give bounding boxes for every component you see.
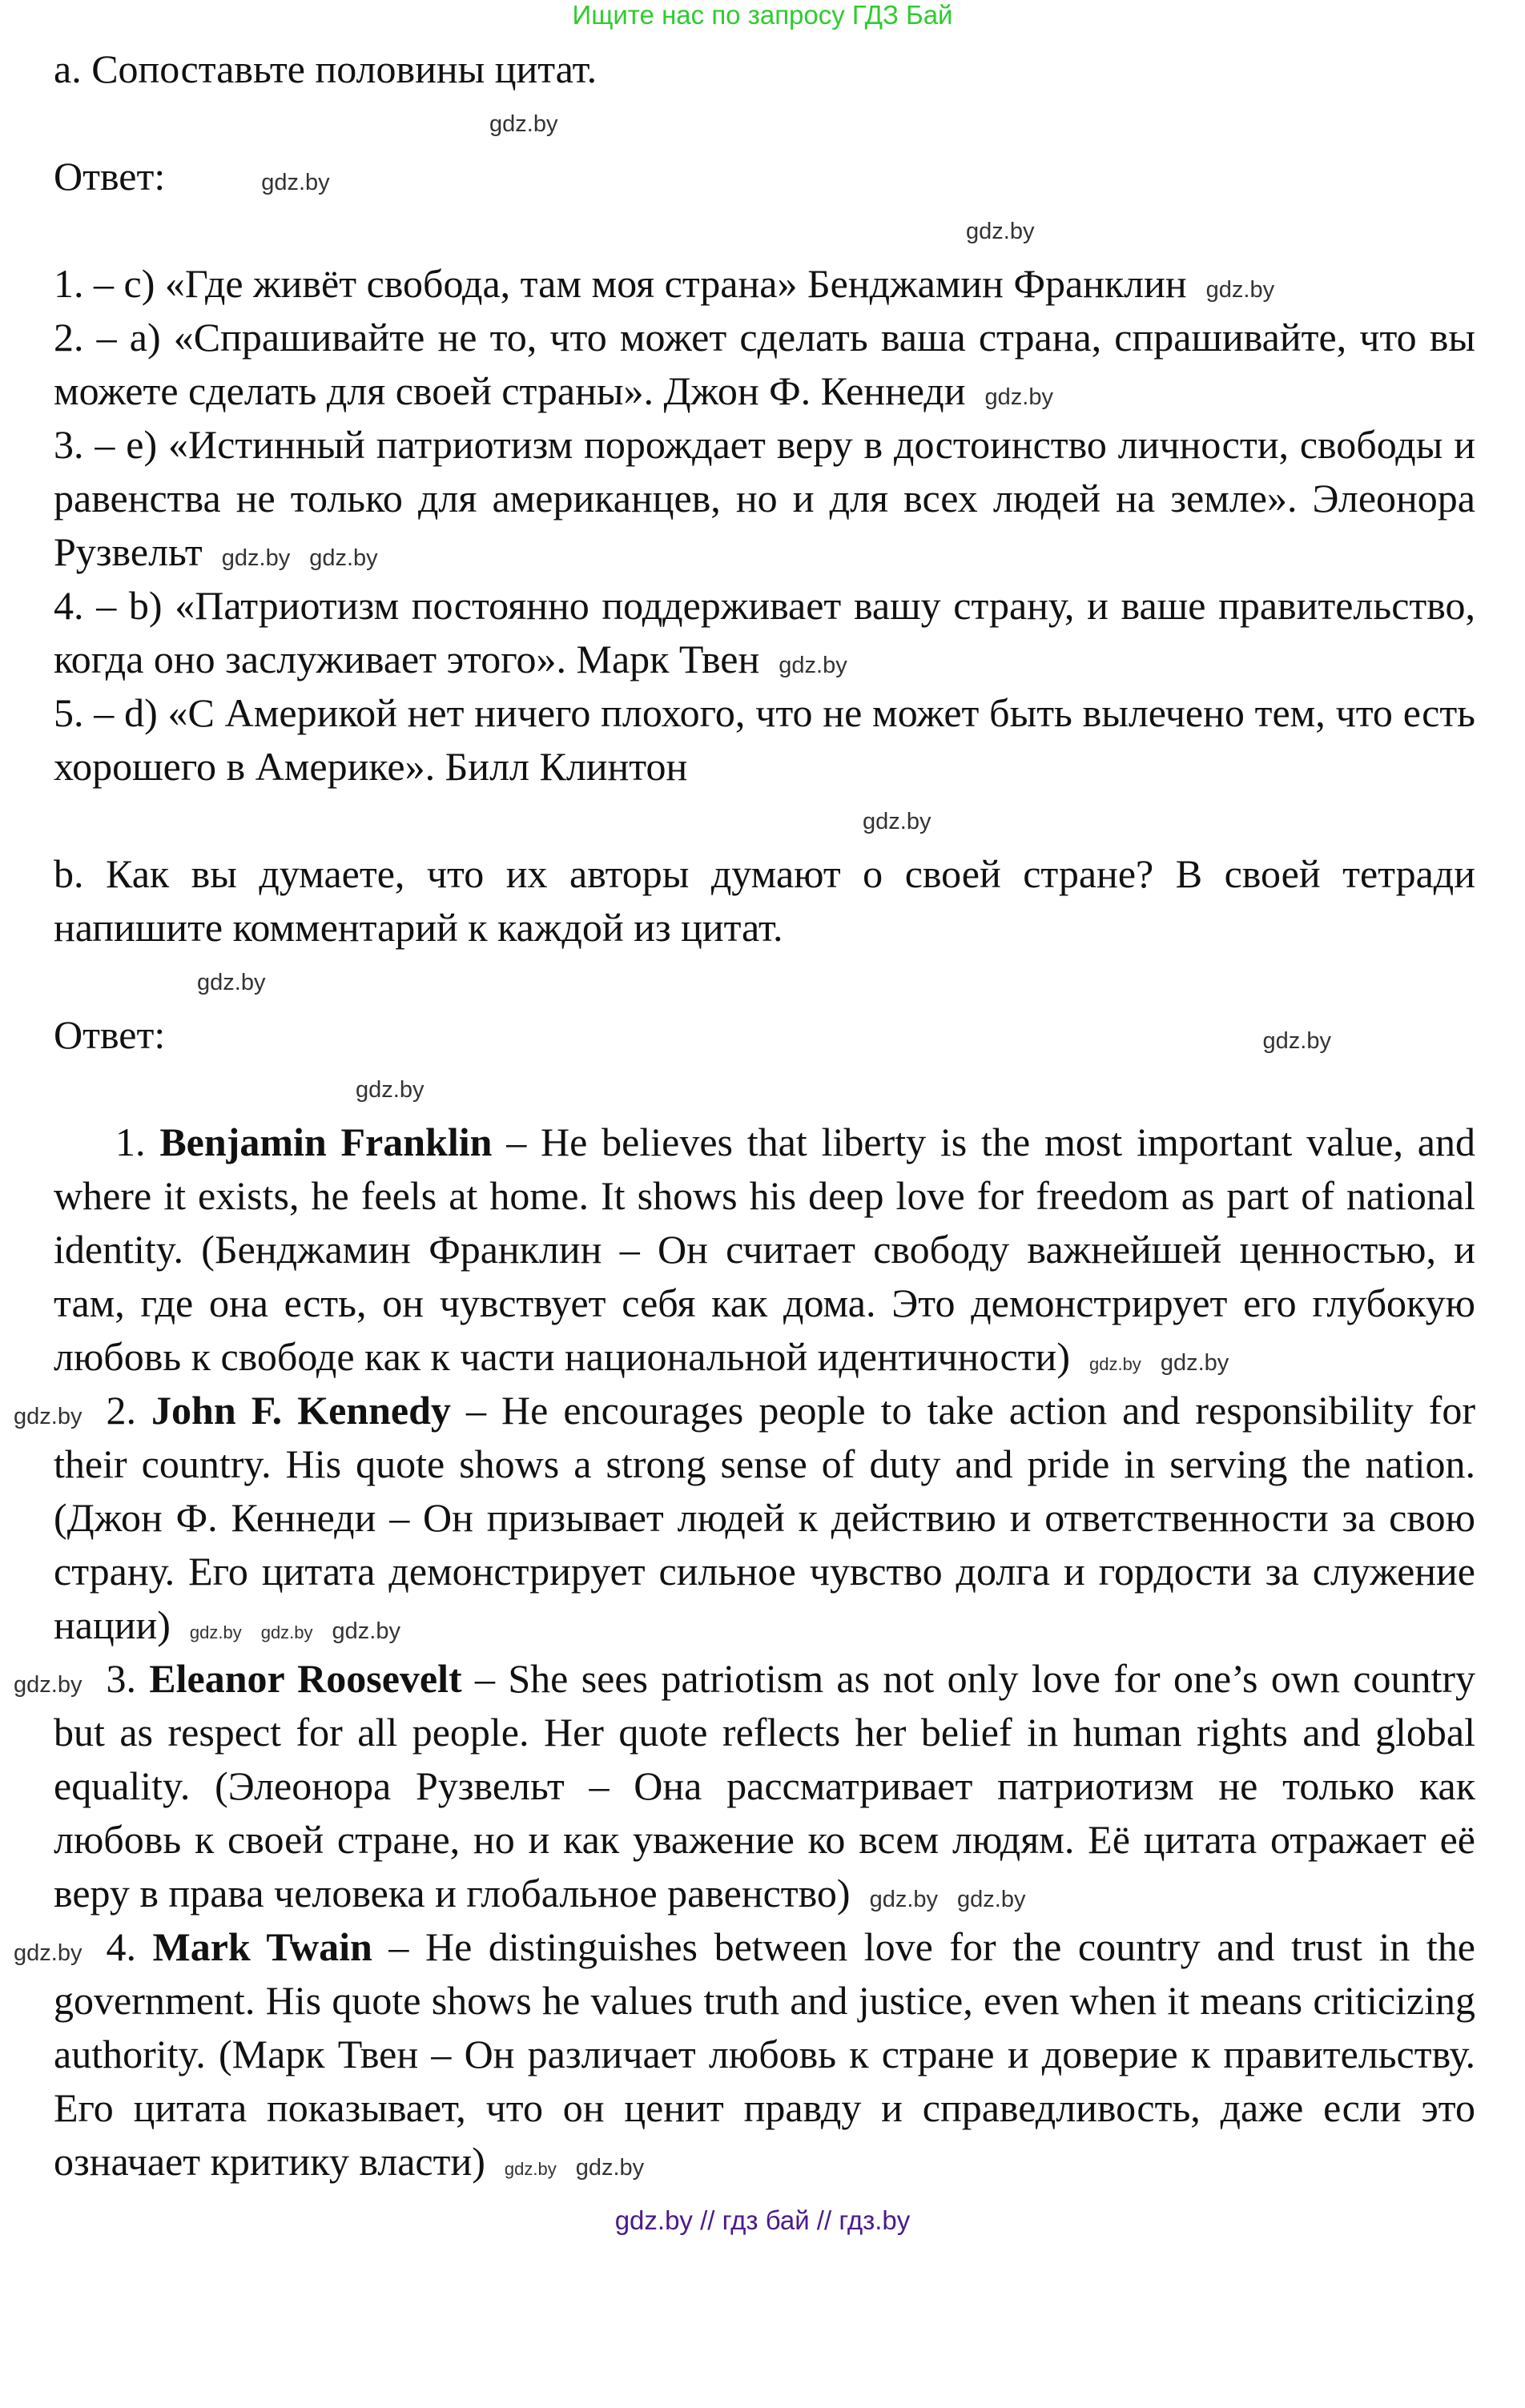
watermark: gdz.by bbox=[984, 384, 1053, 410]
watermark: gdz.by bbox=[1262, 1028, 1331, 1054]
watermark: gdz.by bbox=[309, 545, 378, 571]
answer-item: 2. – a) «Спрашивайте не то, что может сделать ваша страна, спрашивайте, что вы можете сделать для своей страны». Джон Ф. Кеннеди gdz.by bbox=[54, 315, 1475, 413]
watermark: gdz.by bbox=[14, 1672, 82, 1698]
watermark: gdz.by bbox=[1088, 1354, 1141, 1374]
answer-item: 3. – e) «Истинный патриотизм порождает веру в достоинство личности, свободы и равенства не только для американцев, но и для всех людей на земле». Элеонора Рузвельт gdz.by gdz.by bbox=[54, 422, 1475, 574]
watermark: gdz.by bbox=[504, 2159, 557, 2179]
comment-item: gdz.by 4. Mark Twain – He distinguishes between love for the country and trust in the government. His quote shows he values truth and justice, even when it means criticizing authority. (Марк Твен – Он различает любовь к стране и доверие к правительству. Его цитата показывает, что он ценит правду и справедливость, даже если это означает критику власти) gdz.by gdz.by bbox=[14, 1924, 1475, 2184]
watermark-row bbox=[54, 1062, 1475, 1116]
watermark: gdz.by bbox=[966, 219, 1035, 244]
header-banner: Ищите нас по запросу ГДЗ Бай bbox=[572, 0, 953, 30]
task-a-answers bbox=[54, 257, 1475, 794]
task-b-answer-label: Ответ: bbox=[54, 1012, 166, 1057]
watermark: gdz.by bbox=[14, 1404, 82, 1429]
watermark: gdz.by bbox=[1160, 1350, 1229, 1376]
comment-item: gdz.by 3. Eleanor Roosevelt – She sees patriotism as not only love for one’s own country but as respect for all people. Her quote reflects her belief in human rights and global equality. (Элеонора Рузвельт – Она рассматривает патриотизм не только как любовь к своей стране, но и как уважение ко всем людям. Её цитата отражает её веру в права человека и глобальное равенство) gdz.by gdz.by bbox=[14, 1656, 1476, 1916]
author-name: John F. Kennedy bbox=[151, 1388, 451, 1433]
task-b-answer-row bbox=[54, 1008, 1475, 1062]
watermark-row bbox=[54, 955, 1475, 1008]
watermark: gdz.by bbox=[957, 1887, 1026, 1912]
watermark: gdz.by bbox=[869, 1887, 939, 1912]
task-a-answer-label: Ответ: bbox=[54, 154, 166, 199]
watermark: gdz.by bbox=[261, 170, 330, 195]
author-name: Eleanor Roosevelt bbox=[149, 1656, 462, 1701]
watermark: gdz.by bbox=[332, 1618, 400, 1644]
watermark-row bbox=[54, 794, 1475, 847]
watermark: gdz.by bbox=[1205, 277, 1275, 303]
task-a-answer-row bbox=[54, 150, 1475, 203]
watermark: gdz.by bbox=[189, 1622, 242, 1642]
watermark: gdz.by bbox=[779, 653, 847, 678]
answer-item: 5. – d) «С Америкой нет ничего плохого, что не может быть вылечено тем, что есть хорошего в Америке». Билл Клинтон bbox=[54, 690, 1475, 789]
author-name: Mark Twain bbox=[152, 1924, 372, 1969]
watermark-row bbox=[54, 96, 1475, 150]
watermark: gdz.by bbox=[221, 545, 291, 571]
task-a-title: a. Сопоставьте половины цитат. bbox=[54, 46, 598, 91]
comment-item: 1. Benjamin Franklin – He believes that liberty is the most important value, and where it exists, he feels at home. It shows his deep love for freedom as part of national identity. (Бенджамин Франклин – Он считает свободу важнейшей ценностью, и там, где она есть, он чувствует себя как дома. Это демонстрирует его глубокую любовь к свободе как к части национальной идентичности) gdz.by gdz.by bbox=[54, 1120, 1475, 1379]
watermark: gdz.by bbox=[863, 809, 931, 834]
answer-item: 4. – b) «Патриотизм постоянно поддерживает вашу страну, и ваше правительство, когда оно заслуживает этого». Марк Твен gdz.by bbox=[54, 583, 1475, 681]
watermark: gdz.by bbox=[356, 1077, 425, 1103]
task-b-answers bbox=[14, 1116, 1476, 2189]
author-name: Benjamin Franklin bbox=[159, 1120, 493, 1164]
footer-links: gdz.by // гдз бай // гдз.by bbox=[614, 2205, 911, 2235]
comment-item: gdz.by 2. John F. Kennedy – He encourages people to take action and responsibility for their country. His quote shows a strong sense of duty and pride in serving the nation. (Джон Ф. Кеннеди – Он призывает людей к действию и ответственности за свою страну. Его цитата демонстрирует сильное чувство долга и гордости за служение нации) gdz.by gdz.by gdz.by bbox=[14, 1388, 1475, 1647]
task-b-title: b. Как вы думаете, что их авторы думают о своей стране? В своей тетради напишите комментарий к каждой из цитат. bbox=[54, 851, 1475, 950]
watermark: gdz.by bbox=[14, 1940, 82, 1966]
watermark: gdz.by bbox=[197, 970, 266, 995]
document-body bbox=[14, 30, 1476, 2189]
watermark: gdz.by bbox=[575, 2155, 645, 2181]
watermark-row bbox=[54, 203, 1475, 257]
watermark: gdz.by bbox=[489, 111, 558, 137]
answer-item: 1. – c) «Где живёт свобода, там моя страна» Бенджамин Франклин gdz.by bbox=[54, 261, 1275, 306]
watermark: gdz.by bbox=[260, 1622, 313, 1642]
